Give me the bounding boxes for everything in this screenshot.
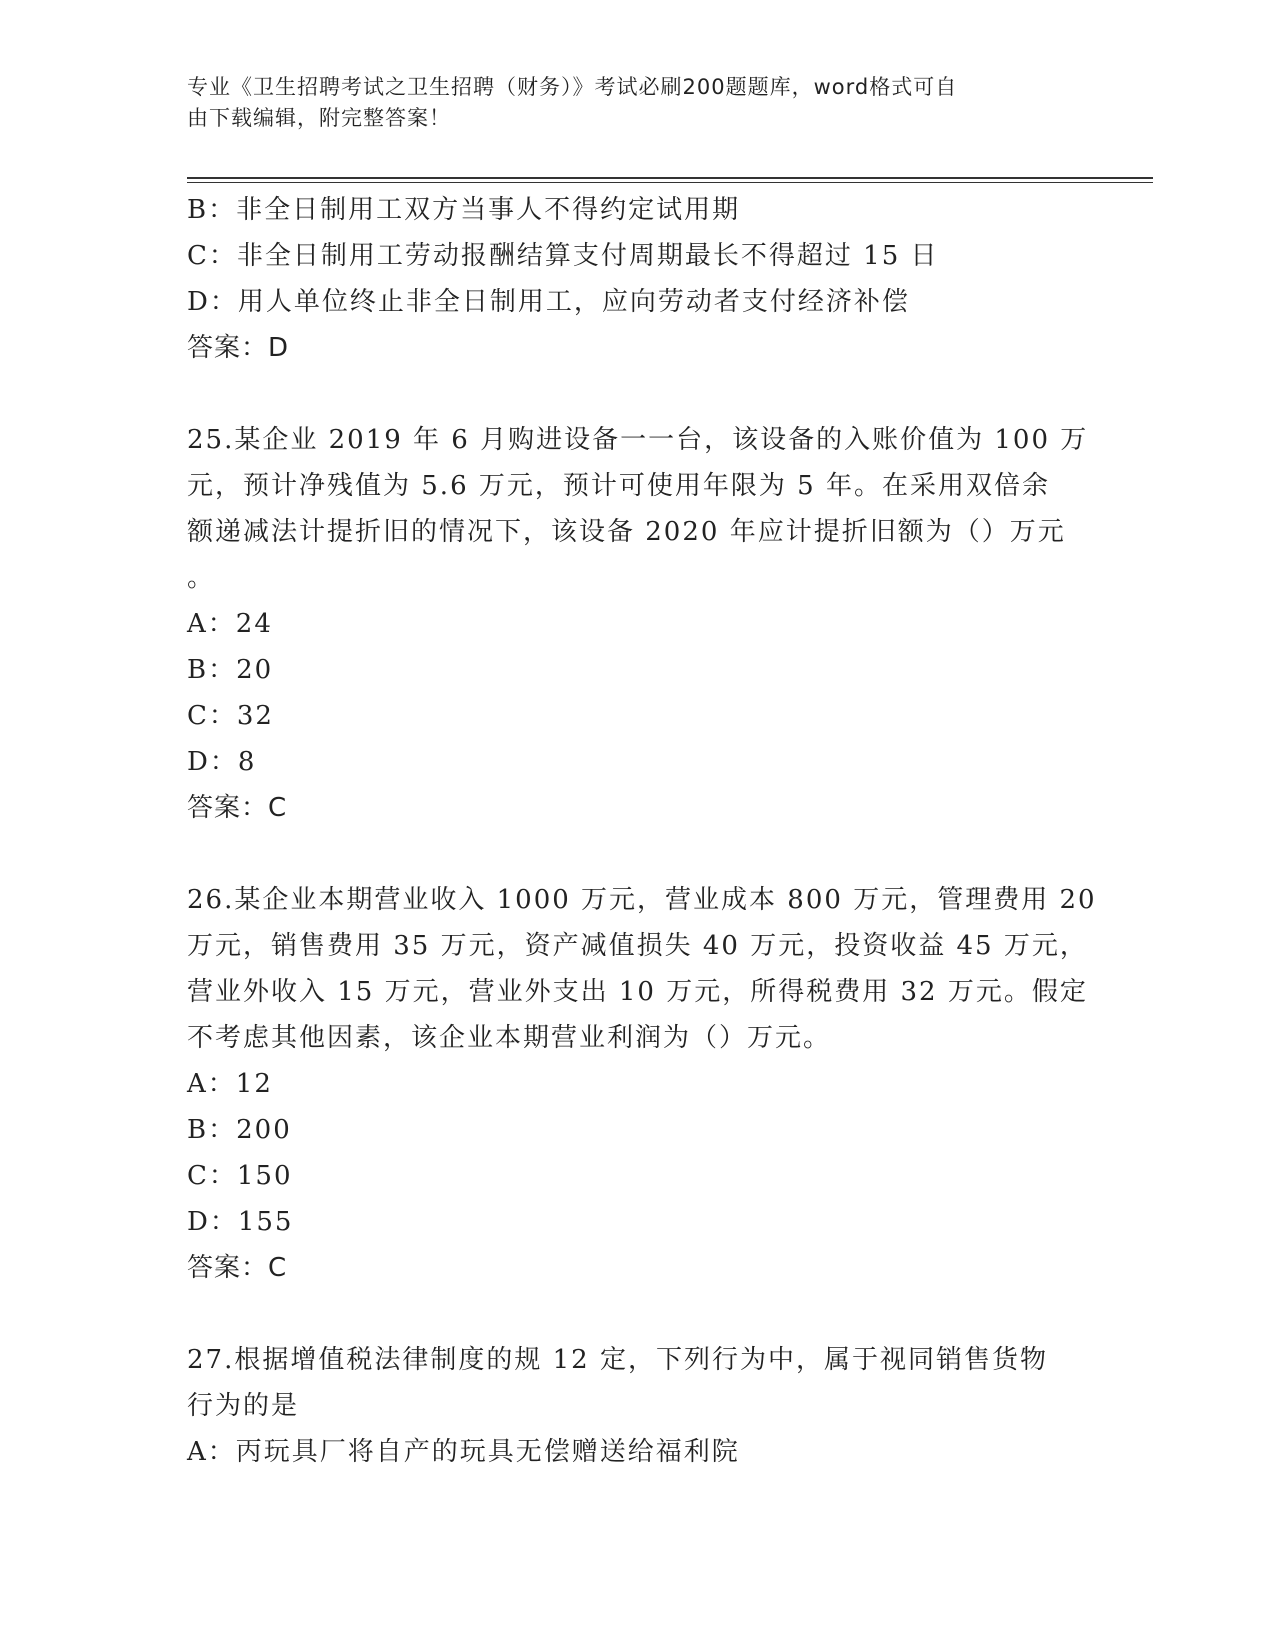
header-divider-thick bbox=[187, 177, 1153, 179]
question-26-stem-line: 不考虑其他因素，该企业本期营业利润为（）万元。 bbox=[187, 1023, 832, 1053]
question-26-stem-line: 营业外收入 15 万元，营业外支出 10 万元，所得税费用 32 万元。假定 bbox=[187, 977, 1088, 1007]
option-d: D：155 bbox=[187, 1207, 294, 1237]
question-25-stem-line: 额递减法计提折旧的情况下，该设备 2020 年应计提折旧额为（）万元 bbox=[187, 517, 1066, 547]
header-line-2: 由下载编辑，附完整答案！ bbox=[187, 106, 451, 130]
option-d: D：用人单位终止非全日制用工，应向劳动者支付经济补偿 bbox=[187, 287, 910, 317]
question-25-stem-line: 。 bbox=[187, 563, 216, 593]
question-26-stem-line: 26.某企业本期营业收入 1000 万元，营业成本 800 万元，管理费用 20 bbox=[187, 885, 1097, 915]
question-27-stem-line: 27.根据增值税法律制度的规 12 定，下列行为中，属于视同销售货物 bbox=[187, 1345, 1048, 1375]
question-25-block bbox=[187, 417, 1087, 831]
answer-line: 答案：C bbox=[187, 793, 288, 823]
question-25-stem-line: 25.某企业 2019 年 6 月购进设备一一台，该设备的入账价值为 100 万 bbox=[187, 425, 1089, 455]
question-25-stem-line: 元，预计净残值为 5.6 万元，预计可使用年限为 5 年。在采用双倍余 bbox=[187, 471, 1050, 501]
question-27-stem-line: 行为的是 bbox=[187, 1391, 300, 1421]
answer-line: 答案：C bbox=[187, 1253, 288, 1283]
option-a: A：丙玩具厂将自产的玩具无偿赠送给福利院 bbox=[187, 1437, 740, 1467]
document-header bbox=[187, 72, 1087, 134]
header-divider-thin bbox=[187, 182, 1153, 183]
option-b: B：非全日制用工双方当事人不得约定试用期 bbox=[187, 195, 741, 225]
question-26-stem-line: 万元，销售费用 35 万元，资产减值损失 40 万元，投资收益 45 万元， bbox=[187, 931, 1088, 961]
option-c: C：150 bbox=[187, 1161, 293, 1191]
answer-line: 答案：D bbox=[187, 333, 290, 363]
option-c: C：非全日制用工劳动报酬结算支付周期最长不得超过 15 日 bbox=[187, 241, 939, 271]
question-26-block bbox=[187, 877, 1097, 1291]
option-d: D：8 bbox=[187, 747, 257, 777]
option-a: A：24 bbox=[187, 609, 273, 639]
question-27-block bbox=[187, 1337, 1087, 1475]
question-content bbox=[187, 187, 1097, 1475]
option-b: B：200 bbox=[187, 1115, 292, 1145]
prev-question-block bbox=[187, 187, 1087, 371]
option-c: C：32 bbox=[187, 701, 274, 731]
option-b: B：20 bbox=[187, 655, 274, 685]
option-a: A：12 bbox=[187, 1069, 273, 1099]
header-line-1: 专业《卫生招聘考试之卫生招聘（财务）》考试必刷200题题库，word格式可自 bbox=[187, 75, 958, 99]
